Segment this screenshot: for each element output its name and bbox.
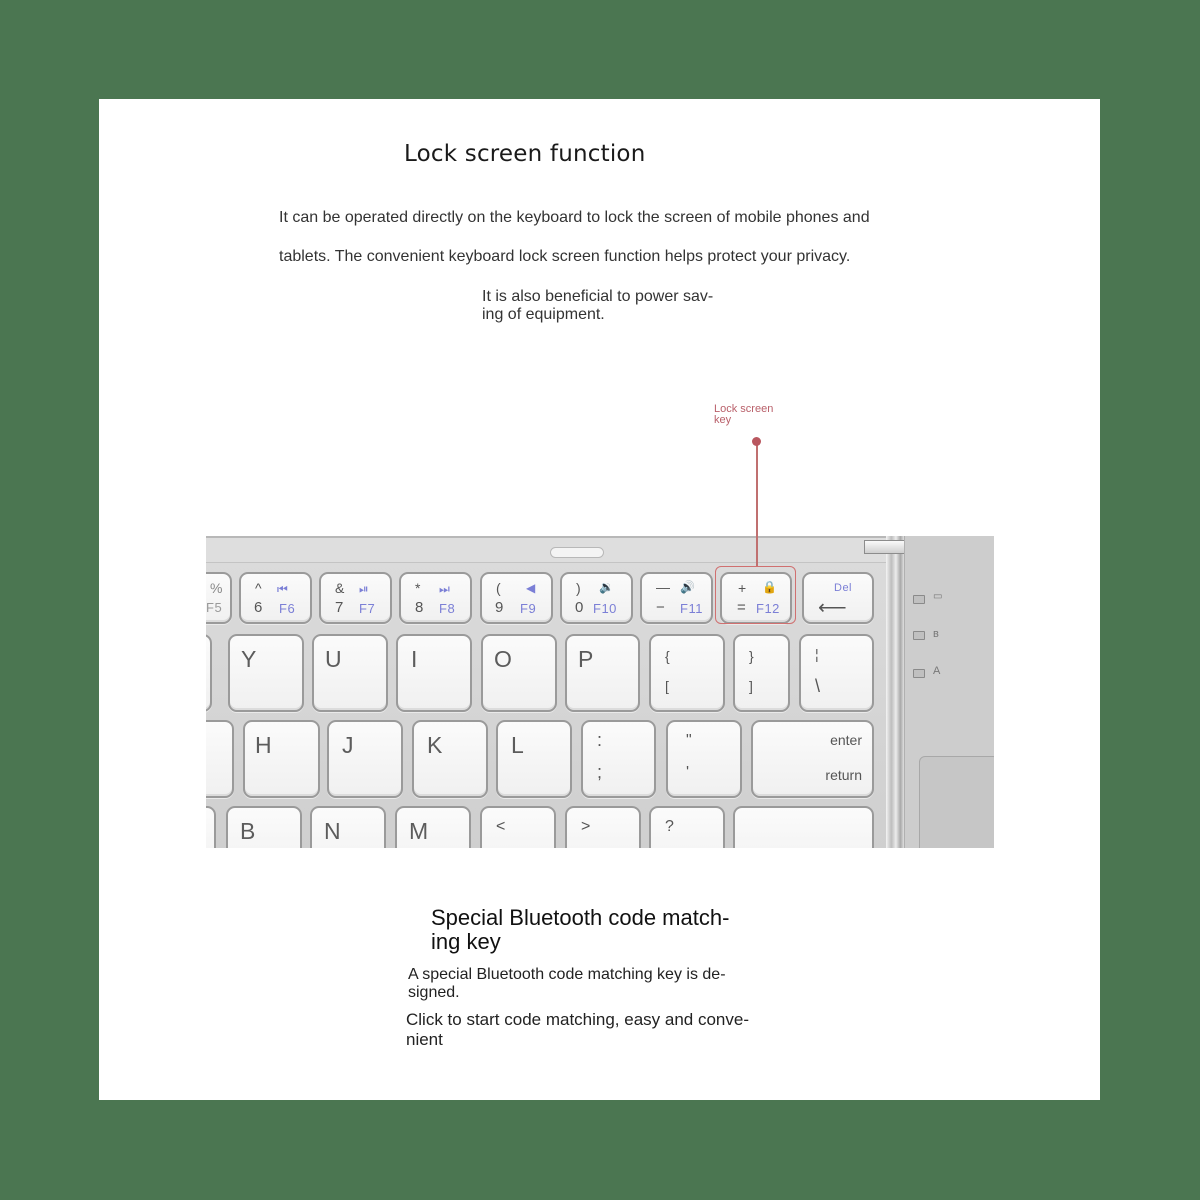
key-j bbox=[327, 720, 403, 798]
key-legend-fn: F6 bbox=[279, 601, 296, 616]
key-delete bbox=[802, 572, 874, 624]
section-title-lock-screen: Lock screen function bbox=[404, 141, 646, 167]
key-k bbox=[412, 720, 488, 798]
key-legend-top: — bbox=[656, 579, 670, 595]
key-legend-bottom: \ bbox=[815, 676, 821, 696]
key-u bbox=[312, 634, 388, 712]
key-partial-left bbox=[206, 634, 212, 712]
callout-leader-line bbox=[756, 445, 758, 566]
key-legend: > bbox=[581, 818, 591, 835]
key-legend: H bbox=[255, 732, 272, 758]
key-legend-fn: F9 bbox=[520, 601, 537, 616]
key-legend-num: 7 bbox=[335, 599, 344, 616]
key-legend-bottom: ; bbox=[597, 762, 603, 782]
bluetooth-desc-line1: A special Bluetooth code matching key is de- bbox=[408, 966, 726, 983]
bluetooth-instruction bbox=[406, 1010, 749, 1050]
key-slash bbox=[649, 806, 725, 848]
key-legend-fn: F8 bbox=[439, 601, 456, 616]
key-legend-top: : bbox=[597, 730, 603, 750]
key-f8 bbox=[399, 572, 472, 624]
keyboard-slot bbox=[550, 547, 604, 558]
key-legend: L bbox=[511, 732, 524, 758]
key-legend: ? bbox=[665, 818, 674, 835]
key-enter bbox=[751, 720, 874, 798]
volume-up-icon: 🔊 bbox=[680, 580, 695, 594]
lock-screen-description-line2: tablets. The convenient keyboard lock screen function helps protect your privacy. bbox=[279, 248, 851, 265]
key-legend-top: " bbox=[686, 732, 692, 749]
key-partial-g bbox=[206, 720, 234, 798]
key-f5-partial bbox=[206, 572, 232, 624]
key-legend-fn: F7 bbox=[359, 601, 376, 616]
power-saving-line2: ing of equipment. bbox=[482, 306, 605, 323]
key-legend: < bbox=[496, 818, 506, 835]
key-legend: J bbox=[342, 732, 354, 758]
volume-down-icon: 🔉 bbox=[599, 580, 614, 594]
key-n bbox=[310, 806, 386, 848]
bluetooth-title-line1: Special Bluetooth code match- bbox=[431, 905, 730, 930]
bluetooth-description bbox=[408, 966, 726, 1002]
key-bracket-right bbox=[733, 634, 790, 712]
key-f6 bbox=[239, 572, 312, 624]
key-i bbox=[396, 634, 472, 712]
key-legend: O bbox=[494, 646, 512, 672]
key-period bbox=[565, 806, 641, 848]
caps-lock-icon: A bbox=[933, 665, 941, 677]
key-b bbox=[226, 806, 302, 848]
previous-track-icon: ⏮ bbox=[277, 582, 288, 596]
keyboard-illustration bbox=[206, 536, 994, 848]
next-track-icon: ⏭ bbox=[439, 582, 450, 596]
caps-lock-led bbox=[913, 669, 925, 678]
lock-screen-key-callout bbox=[714, 404, 773, 426]
key-legend-fn: F12 bbox=[756, 601, 780, 616]
bluetooth-instruction-line2: nient bbox=[406, 1030, 443, 1049]
key-legend-top: ¦ bbox=[815, 646, 819, 662]
key-legend: P bbox=[578, 646, 594, 672]
key-legend-num: 0 bbox=[575, 599, 584, 616]
key-l bbox=[496, 720, 572, 798]
key-bracket-left bbox=[649, 634, 725, 712]
power-saving-description bbox=[482, 288, 713, 324]
lock-screen-description-line1: It can be operated directly on the keyboard to lock the screen of mobile phones and bbox=[279, 209, 870, 226]
play-pause-icon: ⏯ bbox=[359, 582, 369, 596]
key-legend-fn: F11 bbox=[680, 601, 703, 616]
key-legend: U bbox=[325, 646, 342, 672]
key-o bbox=[481, 634, 557, 712]
key-legend-enter: enter bbox=[830, 732, 862, 748]
key-legend: K bbox=[427, 732, 443, 758]
battery-icon: ▭ bbox=[933, 591, 943, 602]
key-backslash bbox=[799, 634, 874, 712]
lock-key-highlight-box bbox=[715, 566, 796, 624]
key-f10 bbox=[560, 572, 633, 624]
key-legend: Y bbox=[241, 646, 257, 672]
key-legend-num: − bbox=[656, 599, 665, 616]
key-legend-top: & bbox=[335, 580, 345, 596]
key-legend-return: return bbox=[825, 767, 862, 783]
key-legend-top: % bbox=[210, 580, 223, 596]
key-legend-num: 9 bbox=[495, 599, 504, 616]
key-shift-right bbox=[733, 806, 874, 848]
mute-icon: ◀ bbox=[526, 581, 536, 595]
bluetooth-instruction-line1: Click to start code matching, easy and conve- bbox=[406, 1010, 749, 1029]
backspace-arrow-icon: ⟵ bbox=[818, 597, 847, 619]
key-legend: B bbox=[240, 818, 256, 844]
key-legend-bottom: ] bbox=[749, 678, 753, 694]
key-f11 bbox=[640, 572, 713, 624]
key-legend: M bbox=[409, 818, 429, 844]
key-legend-del: Del bbox=[834, 582, 853, 594]
key-legend-num: 6 bbox=[254, 599, 263, 616]
key-legend-bottom: [ bbox=[665, 678, 669, 694]
key-m bbox=[395, 806, 471, 848]
key-quote bbox=[666, 720, 742, 798]
section-title-bluetooth bbox=[431, 906, 729, 954]
callout-dot bbox=[752, 437, 761, 446]
key-partial-v bbox=[206, 806, 216, 848]
key-semicolon bbox=[581, 720, 656, 798]
key-legend-num: = bbox=[737, 599, 746, 616]
bluetooth-icon: ʙ bbox=[933, 628, 939, 640]
power-saving-line1: It is also beneficial to power sav- bbox=[482, 288, 714, 305]
key-legend-num: 8 bbox=[415, 599, 424, 616]
key-p bbox=[565, 634, 640, 712]
key-legend-top: + bbox=[738, 580, 747, 596]
key-legend-fn: F10 bbox=[593, 601, 617, 616]
key-h bbox=[243, 720, 320, 798]
keyboard-side-panel bbox=[904, 536, 994, 848]
key-comma bbox=[480, 806, 556, 848]
bluetooth-led bbox=[913, 631, 925, 640]
key-y bbox=[228, 634, 304, 712]
key-legend-top: ( bbox=[496, 580, 501, 596]
keyboard-top-strip bbox=[206, 538, 886, 563]
key-legend-bottom: ' bbox=[686, 764, 690, 781]
key-legend-top: ) bbox=[576, 580, 581, 596]
callout-line1: Lock screen bbox=[714, 403, 774, 415]
key-legend: I bbox=[411, 646, 418, 672]
key-legend: N bbox=[324, 818, 341, 844]
key-legend-top: ^ bbox=[255, 580, 262, 596]
key-f7 bbox=[319, 572, 392, 624]
key-f9 bbox=[480, 572, 553, 624]
lock-icon: 🔒 bbox=[762, 580, 777, 594]
key-legend-fn: F5 bbox=[206, 600, 223, 615]
bluetooth-title-line2: ing key bbox=[431, 929, 501, 954]
trackpad bbox=[919, 756, 994, 848]
keyboard-hinge bbox=[886, 536, 904, 848]
key-legend-top: * bbox=[415, 580, 421, 596]
callout-line2: key bbox=[714, 414, 732, 426]
battery-led bbox=[913, 595, 925, 604]
bluetooth-desc-line2: signed. bbox=[408, 984, 460, 1001]
key-legend-top: } bbox=[749, 648, 754, 664]
key-legend-top: { bbox=[665, 648, 670, 664]
